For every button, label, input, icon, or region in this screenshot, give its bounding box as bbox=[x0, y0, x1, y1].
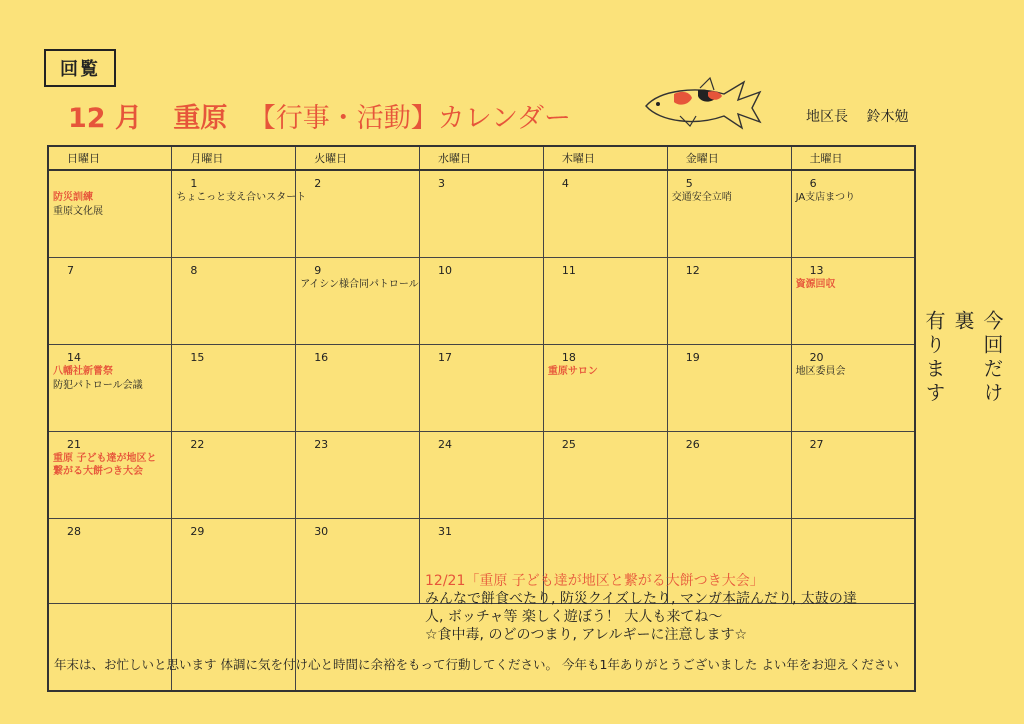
calendar-day-cell bbox=[172, 258, 296, 345]
day-number: 24 bbox=[438, 438, 453, 451]
footer-message: 年末は、お忙しいと思います 体調に気を付け心と時間に余裕をもって行動してください。 今年も1年ありがとうございました よい年をお迎えください bbox=[54, 657, 899, 672]
calendar-day-cell bbox=[172, 345, 296, 432]
calendar-day-cell bbox=[48, 519, 172, 604]
calendar-day-cell bbox=[667, 432, 791, 519]
side-note-part: 今回だけ bbox=[980, 310, 1004, 406]
calendar-event: 交通安全立哨 bbox=[671, 192, 732, 203]
day-number: 27 bbox=[809, 438, 824, 451]
weekday-header: 日曜日 bbox=[48, 146, 172, 170]
calendar-day-cell bbox=[296, 170, 420, 258]
calendar-day-cell bbox=[667, 170, 791, 258]
calendar-day-cell bbox=[791, 432, 915, 519]
calendar-day-cell bbox=[48, 170, 172, 258]
page-title bbox=[68, 96, 571, 135]
title-place: 重原 bbox=[173, 103, 228, 134]
notes-cell bbox=[48, 604, 172, 692]
weekday-header-row bbox=[48, 146, 915, 170]
day-number: 15 bbox=[190, 351, 205, 364]
weekday-header: 月曜日 bbox=[172, 146, 296, 170]
weekday-header: 金曜日 bbox=[667, 146, 791, 170]
calendar-event: JA支店まつり bbox=[795, 192, 856, 203]
calendar-day-cell bbox=[667, 258, 791, 345]
calendar-day-cell bbox=[791, 170, 915, 258]
calendar-week-row bbox=[48, 345, 915, 432]
day-number: 5 bbox=[685, 177, 693, 190]
calendar-day-cell bbox=[543, 345, 667, 432]
day-number bbox=[53, 177, 167, 191]
calendar-day-cell bbox=[48, 432, 172, 519]
notice-line: みんなで餅食べたり, 防災クイズしたり, マンガ本読んだり, 太鼓の達 bbox=[425, 591, 857, 607]
notice-line: 人, ボッチャ等 楽しく遊ぼう！ 大人も来てね～ bbox=[425, 609, 723, 625]
day-number: 30 bbox=[314, 525, 329, 538]
koi-fish-icon bbox=[640, 76, 764, 132]
calendar-day-cell bbox=[48, 258, 172, 345]
day-number: 18 bbox=[561, 351, 576, 364]
calendar-day-cell bbox=[420, 432, 544, 519]
day-number: 25 bbox=[561, 438, 576, 451]
day-number: 4 bbox=[561, 177, 569, 190]
weekday-header: 木曜日 bbox=[543, 146, 667, 170]
calendar-event: 重原サロン bbox=[547, 366, 598, 377]
calendar-day-cell bbox=[48, 345, 172, 432]
day-number: 22 bbox=[190, 438, 205, 451]
day-number: 6 bbox=[809, 177, 817, 190]
day-number: 20 bbox=[809, 351, 824, 364]
day-number bbox=[672, 525, 787, 539]
title-calendar: 【行事・活動】カレンダー bbox=[248, 103, 572, 134]
day-number: 29 bbox=[190, 525, 205, 538]
calendar-day-cell bbox=[667, 345, 791, 432]
weekday-header: 土曜日 bbox=[791, 146, 915, 170]
calendar-event: 地区委員会 bbox=[795, 366, 846, 377]
notice-line: ☆食中毒, のどのつまり, アレルギーに注意します☆ bbox=[425, 627, 747, 643]
day-number: 3 bbox=[438, 177, 446, 190]
calendar-week-row bbox=[48, 258, 915, 345]
day-number: 23 bbox=[314, 438, 329, 451]
calendar-day-cell bbox=[296, 432, 420, 519]
calendar-day-cell bbox=[791, 258, 915, 345]
day-number: 28 bbox=[67, 525, 81, 538]
calendar-week-row bbox=[48, 170, 915, 258]
circulation-stamp: 回覧 bbox=[44, 49, 116, 87]
day-number: 19 bbox=[685, 351, 700, 364]
day-number: 16 bbox=[314, 351, 329, 364]
day-number: 14 bbox=[67, 351, 81, 364]
weekday-header: 火曜日 bbox=[296, 146, 420, 170]
calendar-day-cell bbox=[543, 170, 667, 258]
leader-name: 鈴木勉 bbox=[866, 109, 909, 125]
calendar-event: 八幡社新嘗祭 bbox=[53, 366, 113, 377]
side-note-part: 有ります bbox=[922, 310, 946, 406]
calendar-day-cell bbox=[296, 258, 420, 345]
calendar-day-cell bbox=[420, 170, 544, 258]
calendar-event: ちょこっと支え合いスタート bbox=[176, 192, 307, 203]
calendar-event: アイシン様合同パトロール bbox=[300, 279, 419, 290]
calendar-event: 防災訓練 bbox=[53, 192, 93, 203]
day-number: 9 bbox=[314, 264, 322, 277]
leader-role: 地区長 bbox=[806, 109, 848, 125]
event-notice bbox=[425, 572, 910, 644]
calendar-day-cell bbox=[172, 432, 296, 519]
calendar-event: 重原 子ども達が地区と 繋がる大餅つき大会 bbox=[53, 453, 157, 477]
notice-title: 12/21「重原 子ども達が地区と繋がる大餅つき大会」 bbox=[425, 573, 764, 589]
calendar-event: 重原文化展 bbox=[53, 206, 103, 217]
calendar-day-cell bbox=[420, 345, 544, 432]
calendar-day-cell bbox=[296, 519, 420, 604]
calendar-day-cell bbox=[543, 258, 667, 345]
handwritten-side-note bbox=[920, 310, 1007, 550]
calendar-event: 防犯パトロール会議 bbox=[53, 380, 143, 391]
day-number: 26 bbox=[685, 438, 700, 451]
day-number: 21 bbox=[67, 438, 81, 451]
calendar-event: 資源回収 bbox=[795, 279, 836, 290]
day-number: 10 bbox=[438, 264, 453, 277]
day-number bbox=[796, 525, 910, 539]
title-month: 12 月 bbox=[68, 103, 142, 134]
calendar-day-cell bbox=[172, 170, 307, 258]
day-number: 31 bbox=[438, 525, 453, 538]
district-leader bbox=[806, 106, 908, 126]
day-number: 12 bbox=[685, 264, 700, 277]
day-number: 1 bbox=[190, 177, 198, 190]
day-number: 2 bbox=[314, 177, 322, 190]
calendar-day-cell bbox=[543, 432, 667, 519]
weekday-header: 水曜日 bbox=[420, 146, 544, 170]
side-note-part: 裏 bbox=[951, 310, 975, 334]
calendar-day-cell bbox=[172, 519, 296, 604]
calendar-week-row bbox=[48, 432, 915, 519]
calendar-day-cell bbox=[791, 345, 915, 432]
notes-cell bbox=[172, 604, 296, 692]
calendar-day-cell bbox=[420, 258, 544, 345]
day-number: 17 bbox=[438, 351, 453, 364]
day-number bbox=[548, 525, 663, 539]
day-number: 7 bbox=[67, 264, 74, 277]
day-number: 13 bbox=[809, 264, 824, 277]
calendar-day-cell bbox=[296, 345, 420, 432]
day-number: 11 bbox=[561, 264, 576, 277]
day-number: 8 bbox=[190, 264, 198, 277]
